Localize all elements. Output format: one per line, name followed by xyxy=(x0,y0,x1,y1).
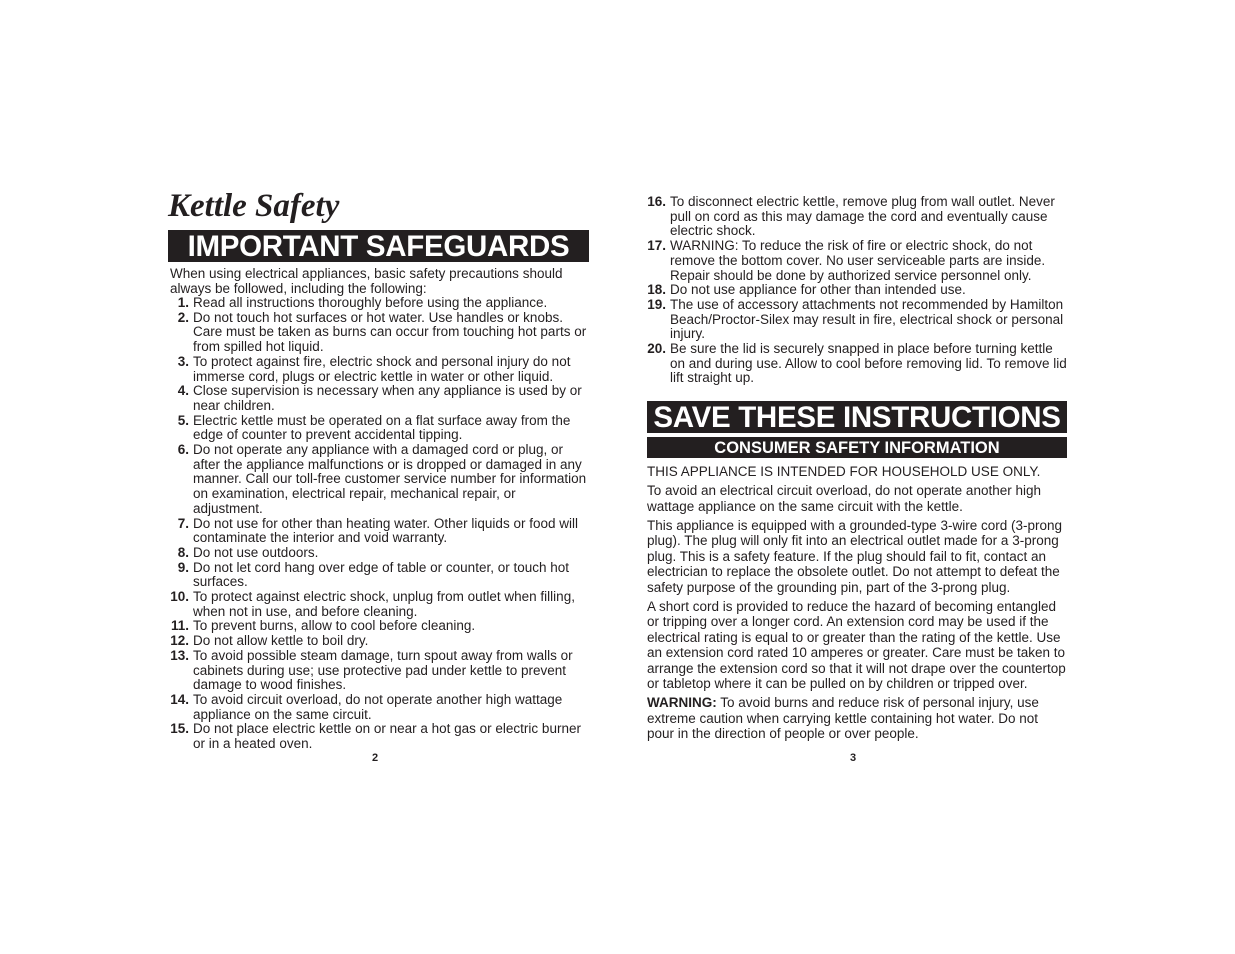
list-item: 13. To avoid possible steam damage, turn spout away from walls or cabinets during use; use protective pad under kettle to prevent damage to wood finishes. xyxy=(170,647,573,693)
list-item: 2. Do not touch hot surfaces or hot water. Use handles or knobs. Care must be taken as burns can occur from touching hot parts or from spilled hot liquid. xyxy=(177,309,587,355)
list-item: 7. Do not use for other than heating water. Other liquids or food will contaminate the interior and void warranty. xyxy=(177,515,578,546)
warning-label: WARNING: xyxy=(647,695,717,710)
safeguards-list-right xyxy=(647,195,1068,386)
list-item: 9. Do not let cord hang over edge of table or counter, or touch hot surfaces. xyxy=(177,559,569,590)
short-cord-paragraph: A short cord is provided to reduce the hazard of becoming entangled or tripping over a longer cord. An extension cord may be used if the electrical rating is equal to or greater than the rating of the kettle. Use an extension cord rated 10 amperes or greater. Care must be taken to arrange the extension cord so that it will not drape over the countertop or tabletop where it can be pulled on by children or tripped over. xyxy=(647,598,1066,691)
warning-text: To avoid burns and reduce risk of personal injury, use extreme caution when carrying kettle containing hot water. Do not pour in the direction of people or over people. xyxy=(647,695,1039,741)
list-item: 19. The use of accessory attachments not recommended by Hamilton Beach/Proctor-Silex may result in fire, electrical shock or personal injury. xyxy=(647,296,1064,342)
list-item: 20. Be sure the lid is securely snapped in place before turning kettle on and during use. Allow to cool before removing lid. To remove lid lift straight up. xyxy=(647,341,1067,386)
list-item: 15. Do not place electric kettle on or near a hot gas or electric burner or in a heated oven. xyxy=(170,721,581,752)
consumer-safety-banner: CONSUMER SAFETY INFORMATION xyxy=(647,437,1067,458)
grounded-cord-paragraph: This appliance is equipped with a grounded-type 3-wire cord (3-prong plug). The plug will only fit into an electrical outlet made for a 3-prong plug. This is a safety feature. If the plug should fail to fit, contact an electrician to replace the obsolete outlet. Do not attempt to defeat the safety purpose of the grounding pin, part of the 3-prong plug. xyxy=(647,517,1062,595)
list-item: 4. Close supervision is necessary when any appliance is used by or near children. xyxy=(177,383,582,413)
list-item: 14. To avoid circuit overload, do not operate another high wattage appliance on the same circuit. xyxy=(170,691,563,722)
page-number-left: 2 xyxy=(372,752,379,764)
warning-paragraph xyxy=(647,695,1067,742)
list-item: 1. Read all instructions thoroughly before using the appliance. xyxy=(177,295,548,310)
important-safeguards-banner: IMPORTANT SAFEGUARDS xyxy=(168,230,589,262)
list-item: 11. To prevent burns, allow to cool before cleaning. xyxy=(170,618,476,634)
list-item: 17. WARNING: To reduce the risk of fire or electric shock, do not remove the bottom cover. No user serviceable parts are inside. Repair should be done by authorized service personnel only. xyxy=(647,238,1046,283)
list-item: 18. Do not use appliance for other than intended use. xyxy=(647,282,966,298)
safeguards-intro: When using electrical appliances, basic safety precautions should always be followed, including the following: xyxy=(170,266,563,296)
save-instructions-banner: SAVE THESE INSTRUCTIONS xyxy=(647,401,1067,433)
household-use-paragraph: THIS APPLIANCE IS INTENDED FOR HOUSEHOLD USE ONLY. xyxy=(647,464,1041,479)
page-title: Kettle Safety xyxy=(168,188,340,224)
list-item: 16. To disconnect electric kettle, remove plug from wall outlet. Never pull on cord as this may damage the cord and eventually cause electric shock. xyxy=(647,194,1055,239)
list-item: 10. To protect against electric shock, unplug from outlet when filling, when not in use, and before cleaning. xyxy=(170,589,575,619)
list-item: 3. To protect against fire, electric shock and personal injury do not immerse cord, plugs or electric kettle in water or other liquid. xyxy=(177,353,571,384)
circuit-overload-paragraph: To avoid an electrical circuit overload, do not operate another high wattage appliance on the same circuit with the kettle. xyxy=(647,483,1041,514)
page-number-right: 3 xyxy=(850,752,857,764)
list-item: 12. Do not allow kettle to boil dry. xyxy=(170,633,369,649)
list-item: 5. Electric kettle must be operated on a flat surface away from the edge of counter to prevent accidental tipping. xyxy=(177,412,571,443)
consumer-safety-text xyxy=(647,464,1067,745)
list-item: 6. Do not operate any appliance with a damaged cord or plug, or after the appliance malfunctions or is dropped or damaged in any manner. Call our toll-free customer service number for information on examination, electrical repair, mechanical repair, or adjustment. xyxy=(177,442,587,516)
safeguards-list-left xyxy=(168,296,589,752)
list-item: 8. Do not use outdoors. xyxy=(177,544,319,560)
